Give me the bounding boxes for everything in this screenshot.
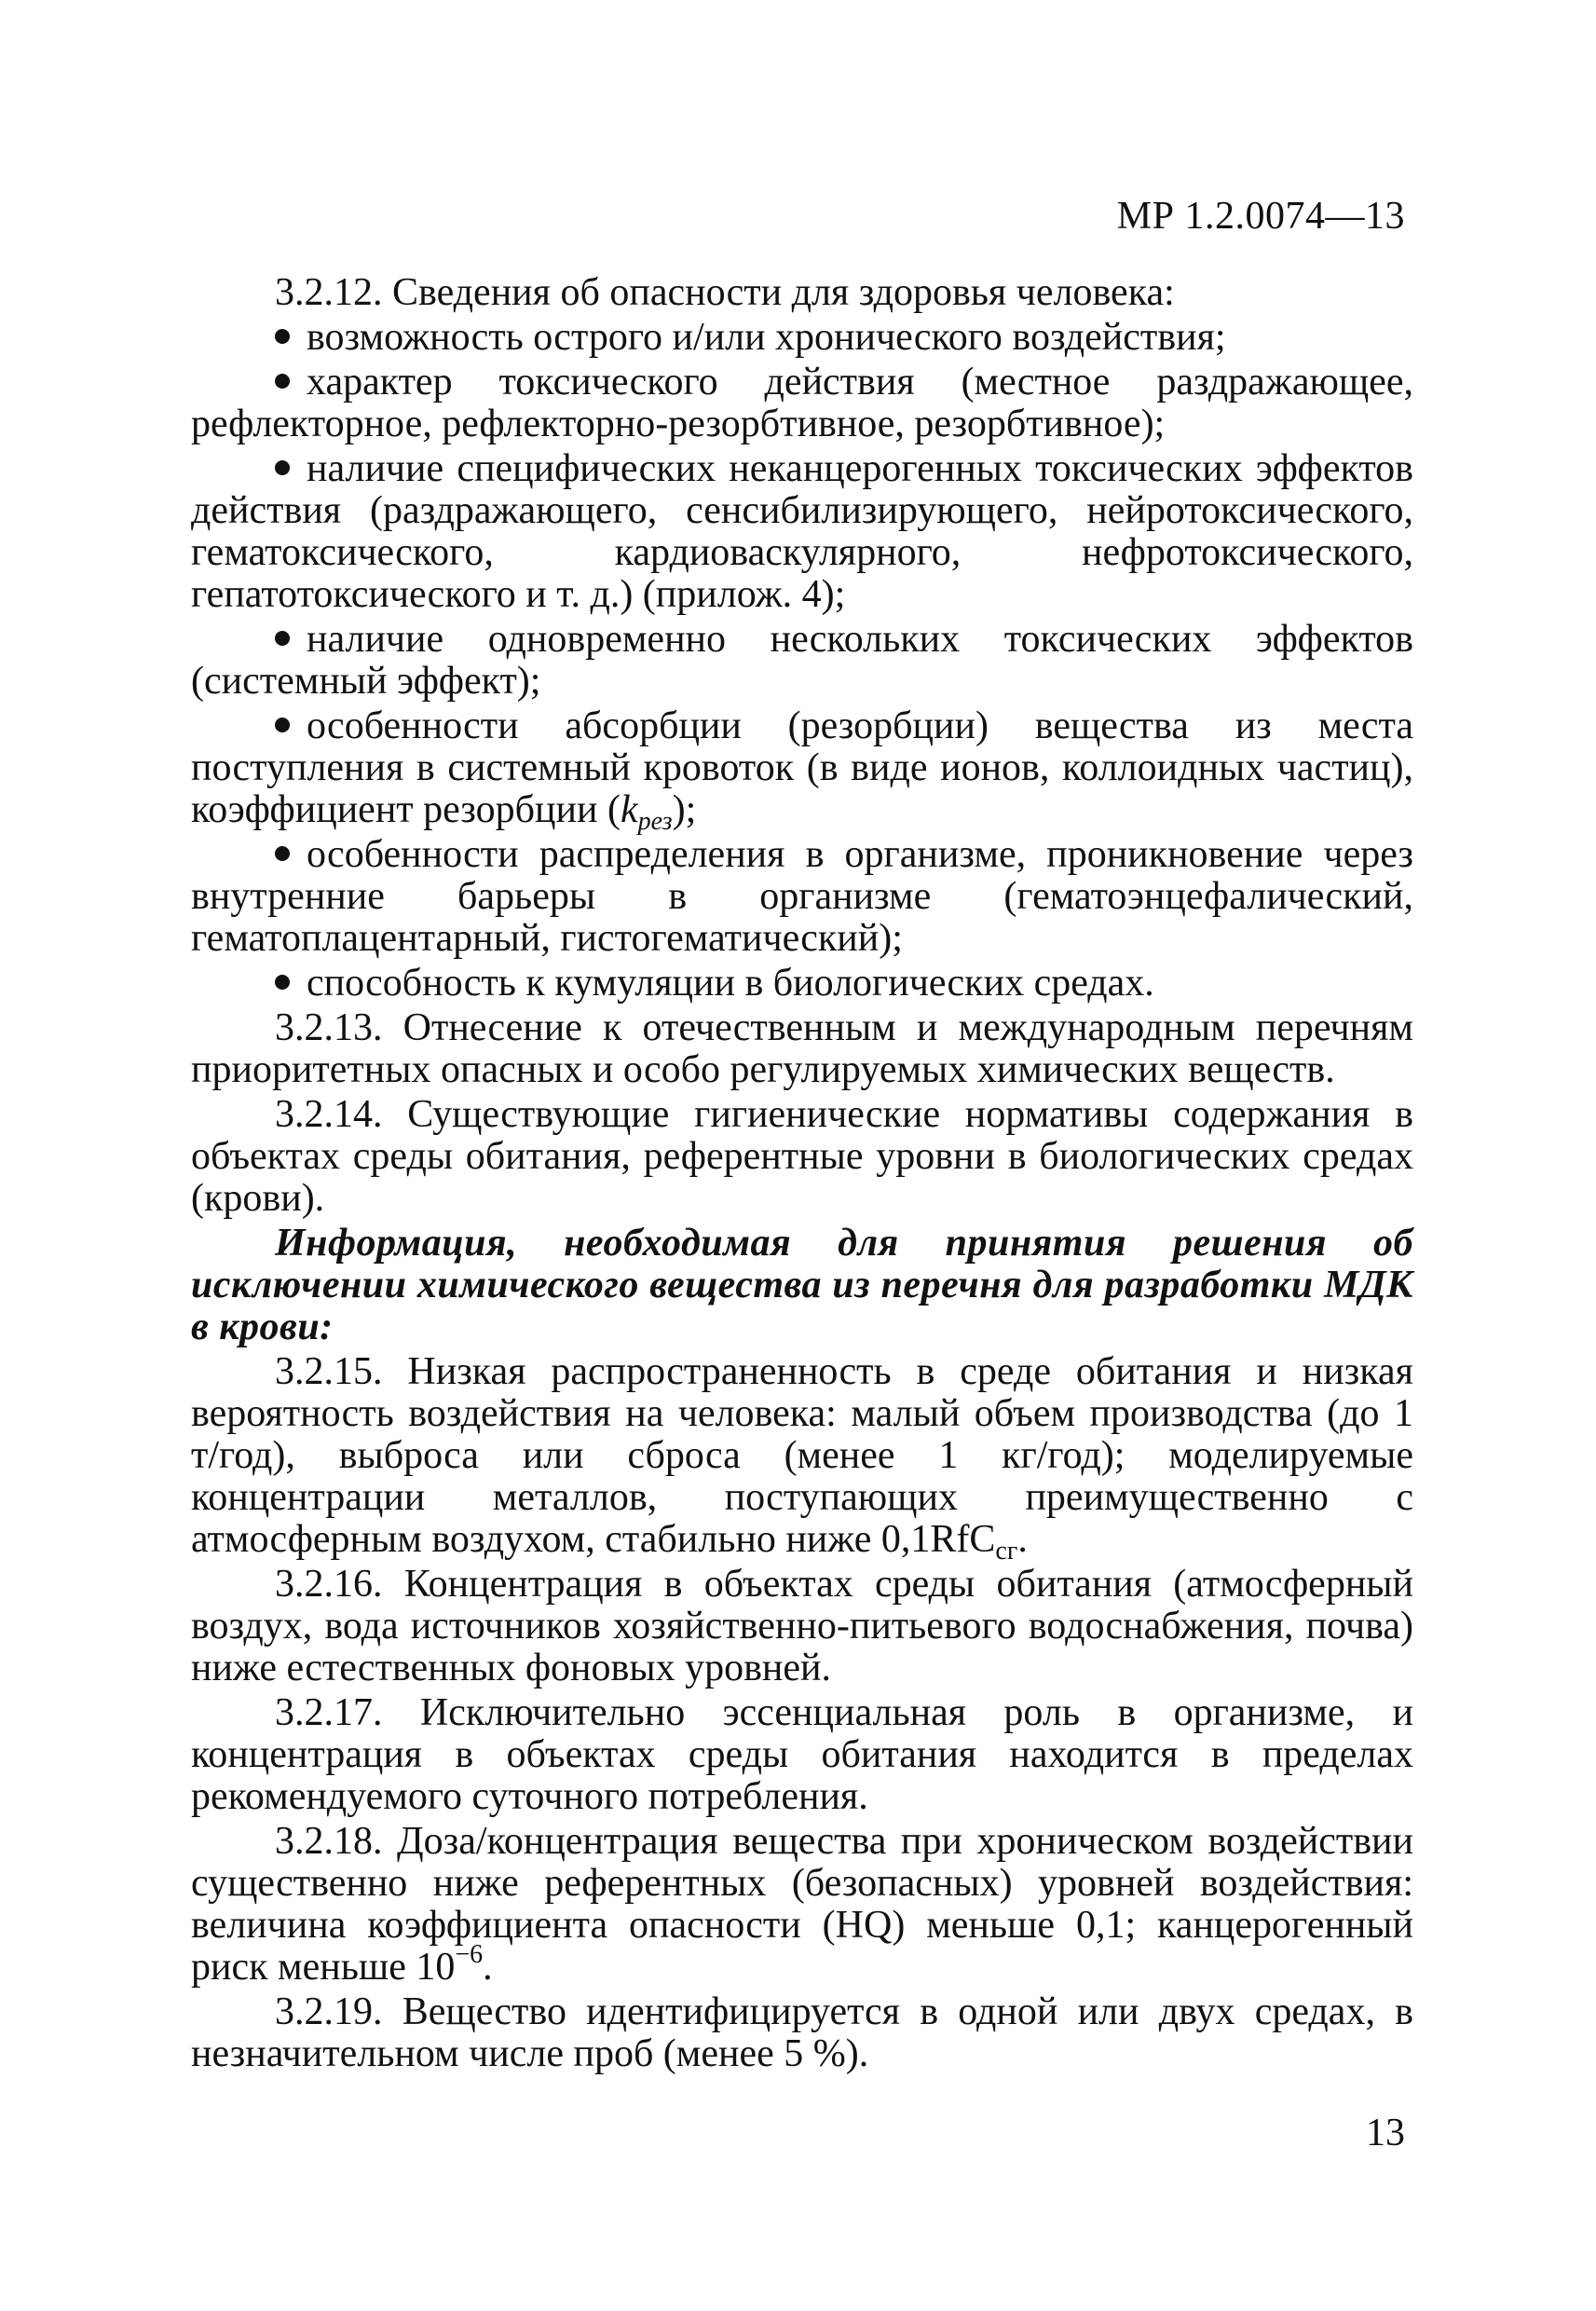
rfc-subscript: сг — [995, 1537, 1018, 1566]
bullet-icon — [275, 460, 290, 475]
bullet-item — [191, 448, 1413, 616]
paragraph-3-2-14: 3.2.14. Существующие гигиенические нормативы содержания в объектах среды обитания, референтные уровни в биологических средах (крови). — [191, 1093, 1413, 1220]
bullet-item — [191, 362, 1413, 445]
paragraph-3-2-15 — [191, 1350, 1413, 1566]
paragraph-text: 3.2.18. Доза/концентрация вещества при хроническом воздействии существенно ниже референтных (безопасных) уровней воздействия: величина коэффициента опасности (HQ) меньше 0,1; канцерогенный риск меньше 10 — [191, 1820, 1413, 1989]
bullet-text: наличие одновременно нескольких токсических эффектов (системный эффект); — [191, 618, 1413, 703]
document-body — [191, 272, 1413, 2078]
coefficient-symbol: k — [620, 788, 638, 831]
bullet-item — [191, 963, 1413, 1005]
paragraph-3-2-19: 3.2.19. Вещество идентифицируется в одной или двух средах, в незначительном числе проб (менее 5 %). — [191, 1990, 1413, 2075]
bullet-icon — [275, 374, 290, 389]
bullet-text: наличие специфических неканцерогенных токсических эффектов действия (раздражающего, сенсибилизирующего, нейротоксического, гематоксического, кардиоваскулярного, нефротоксического, гепатотоксического и т. д.) (прилож. 4); — [191, 447, 1413, 616]
bullet-item — [191, 834, 1413, 960]
paragraph-3-2-17: 3.2.17. Исключительно эссенциальная роль в организме, и концентрация в объектах среды обитания находится в пределах рекомендуемого суточного потребления. — [191, 1691, 1413, 1818]
bullet-text: способность к кумуляции в биологических средах. — [307, 962, 1154, 1005]
bullet-icon — [275, 846, 290, 861]
bullet-icon — [275, 329, 290, 344]
bullet-text: особенности распределения в организме, проникновение через внутренние барьеры в организме (гематоэнцефалический, гематоплацентарный, гистогематический); — [191, 833, 1413, 960]
exponent-superscript: −6 — [455, 1940, 484, 1969]
document-code: МР 1.2.0074—13 — [1116, 195, 1405, 238]
section-heading: Информация, необходимая для принятия решения об исключении химического вещества из перечня для разработки МДК в крови: — [191, 1222, 1413, 1348]
bullet-icon — [275, 631, 290, 646]
paragraph-3-2-13: 3.2.13. Отнесение к отечественным и международным перечням приоритетных опасных и особо регулируемых химических веществ. — [191, 1006, 1413, 1091]
paragraph-3-2-12: 3.2.12. Сведения об опасности для здоровья человека: — [275, 271, 1175, 314]
coefficient-subscript: рез — [637, 807, 673, 836]
paragraph-text: 3.2.15. Низкая распространенность в среде обитания и низкая вероятность воздействия на человека: малый объем производства (до 1 т/год), выброса или сброса (менее 1 кг/год); моделируемые концентрации металлов, поступающих преимущественно с атмосферным воздухом, стабильно ниже 0,1RfC — [191, 1350, 1413, 1561]
bullet-item — [191, 317, 1413, 359]
page-number: 13 — [1366, 2112, 1405, 2154]
bullet-text: характер токсического действия (местное раздражающее, рефлекторное, рефлекторно-резорбтивное, резорбтивное); — [191, 361, 1413, 445]
bullet-icon — [275, 718, 290, 732]
paragraph-text-end: . — [1017, 1518, 1028, 1561]
bullet-text-end: ); — [672, 788, 697, 831]
bullet-icon — [275, 975, 290, 990]
bullet-text: возможность острого и/или хронического воздействия; — [307, 316, 1226, 359]
paragraph-3-2-18 — [191, 1821, 1413, 1989]
bullet-item — [191, 704, 1413, 836]
bullet-item — [191, 619, 1413, 703]
bullet-text: особенности абсорбции (резорбции) вещества из места поступления в системный кровоток (в виде ионов, коллоидных частиц), коэффициент резорбции ( — [191, 704, 1413, 831]
paragraph-text-end: . — [483, 1946, 493, 1989]
paragraph-3-2-16: 3.2.16. Концентрация в объектах среды обитания (атмосферный воздух, вода источников хозяйственно-питьевого водоснабжения, почва) ниже естественных фоновых уровней. — [191, 1563, 1413, 1689]
